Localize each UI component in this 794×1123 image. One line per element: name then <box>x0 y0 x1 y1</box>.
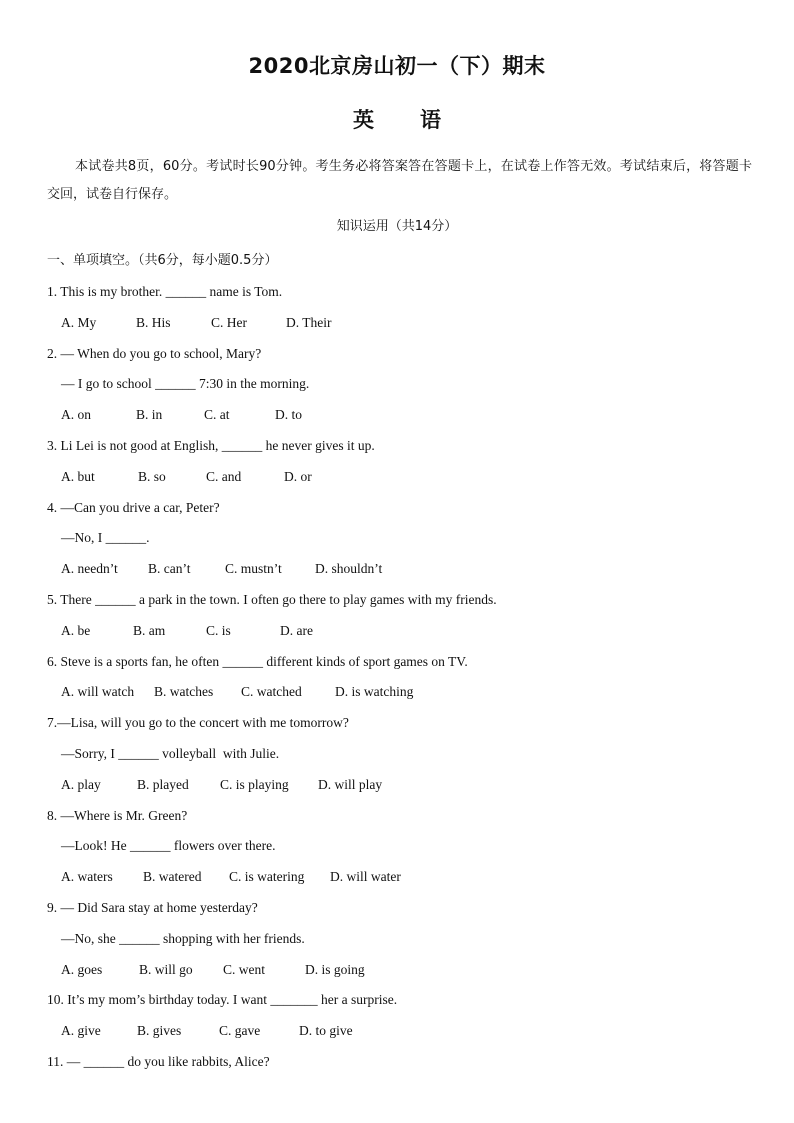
answer-option: D. is going <box>305 961 365 977</box>
question-dialogue-line: —No, I ______. <box>61 530 150 546</box>
answer-option: D. shouldn’t <box>315 561 383 577</box>
subject-title <box>0 104 794 134</box>
answer-option: C. at <box>204 407 230 423</box>
answer-option: A. My <box>61 314 97 330</box>
question-stem: 4. —Can you drive a car, Peter? <box>47 499 220 515</box>
question-stem: 3. Li Lei is not good at English, ______ he never gives it up. <box>47 438 375 453</box>
answer-option: A. play <box>61 776 101 792</box>
answer-option: C. went <box>223 961 265 977</box>
answer-option: A. goes <box>61 961 103 977</box>
answer-option: C. watched <box>241 684 302 700</box>
answer-option: B. His <box>136 314 171 330</box>
answer-option: C. and <box>206 468 242 484</box>
answer-option: B. gives <box>137 1023 182 1039</box>
answer-option: D. to <box>275 407 302 423</box>
question-stem: 1. This is my brother. ______ name is Tom. <box>47 284 283 299</box>
answer-option: A. needn’t <box>61 561 118 577</box>
answer-option: C. is watering <box>229 869 305 885</box>
subject-char-1: 英 <box>353 108 374 132</box>
question-dialogue-line: —Sorry, I ______ volleyball with Julie. <box>61 746 280 761</box>
question-stem: 8. —Where is Mr. Green? <box>47 807 188 823</box>
answer-option: B. in <box>136 407 163 423</box>
answer-option: A. give <box>61 1023 101 1039</box>
question-stem: 6. Steve is a sports fan, he often ______ different kinds of sport games on TV. <box>47 653 468 669</box>
answer-option: A. will watch <box>61 684 135 700</box>
answer-option: B. watches <box>154 684 214 700</box>
part-heading: 一、单项填空。（共6分，每小题0.5分） <box>47 253 278 268</box>
answer-option: B. so <box>138 468 166 484</box>
answer-option: C. mustn’t <box>225 561 282 577</box>
answer-option: B. played <box>137 776 189 792</box>
question-dialogue-line: —No, she ______ shopping with her friends. <box>61 930 305 946</box>
question-dialogue-line: —Look! He ______ flowers over there. <box>61 838 276 854</box>
question-stem: 10. It’s my mom’s birthday today. I want _______ her a surprise. <box>47 992 398 1008</box>
answer-option: B. am <box>133 622 166 638</box>
question-stem: 2. — When do you go to school, Mary? <box>47 345 262 361</box>
answer-option: C. Her <box>211 314 247 330</box>
question-stem: 7.—Lisa, will you go to the concert with me tomorrow? <box>47 715 349 731</box>
answer-option: C. is playing <box>220 776 289 792</box>
exam-instructions: 本试卷共8页，60分。考试时长90分钟。考生务必将答案答在答题卡上，在试卷上作答无效。考试结束后，将答题卡交回，试卷自行保存。 <box>47 159 752 202</box>
answer-option: D. will water <box>330 869 401 885</box>
answer-option: A. but <box>61 468 95 484</box>
answer-option: A. be <box>61 622 91 638</box>
exam-title: 2020北京房山初一（下）期末 <box>248 54 546 78</box>
question-dialogue-line: — I go to school ______ 7:30 in the morning. <box>61 376 310 392</box>
answer-option: D. are <box>280 622 313 638</box>
question-stem: 9. — Did Sara stay at home yesterday? <box>47 900 258 915</box>
question-stem: 11. — ______ do you like rabbits, Alice? <box>47 1054 270 1069</box>
answer-option: D. to give <box>299 1023 353 1039</box>
answer-option: A. waters <box>61 869 113 885</box>
answer-option: B. can’t <box>148 561 191 577</box>
section-heading: 知识运用（共14分） <box>336 219 458 234</box>
answer-option: D. or <box>284 468 312 484</box>
answer-option: B. watered <box>143 869 202 885</box>
answer-option: D. will play <box>318 776 383 792</box>
subject-char-2: 语 <box>420 108 441 132</box>
answer-option: D. Their <box>286 314 332 330</box>
answer-option: B. will go <box>139 961 193 977</box>
answer-option: D. is watching <box>335 684 414 700</box>
answer-option: C. gave <box>219 1023 261 1039</box>
answer-option: C. is <box>206 622 231 638</box>
question-stem: 5. There ______ a park in the town. I often go there to play games with my friends. <box>47 592 497 607</box>
answer-option: A. on <box>61 407 91 423</box>
